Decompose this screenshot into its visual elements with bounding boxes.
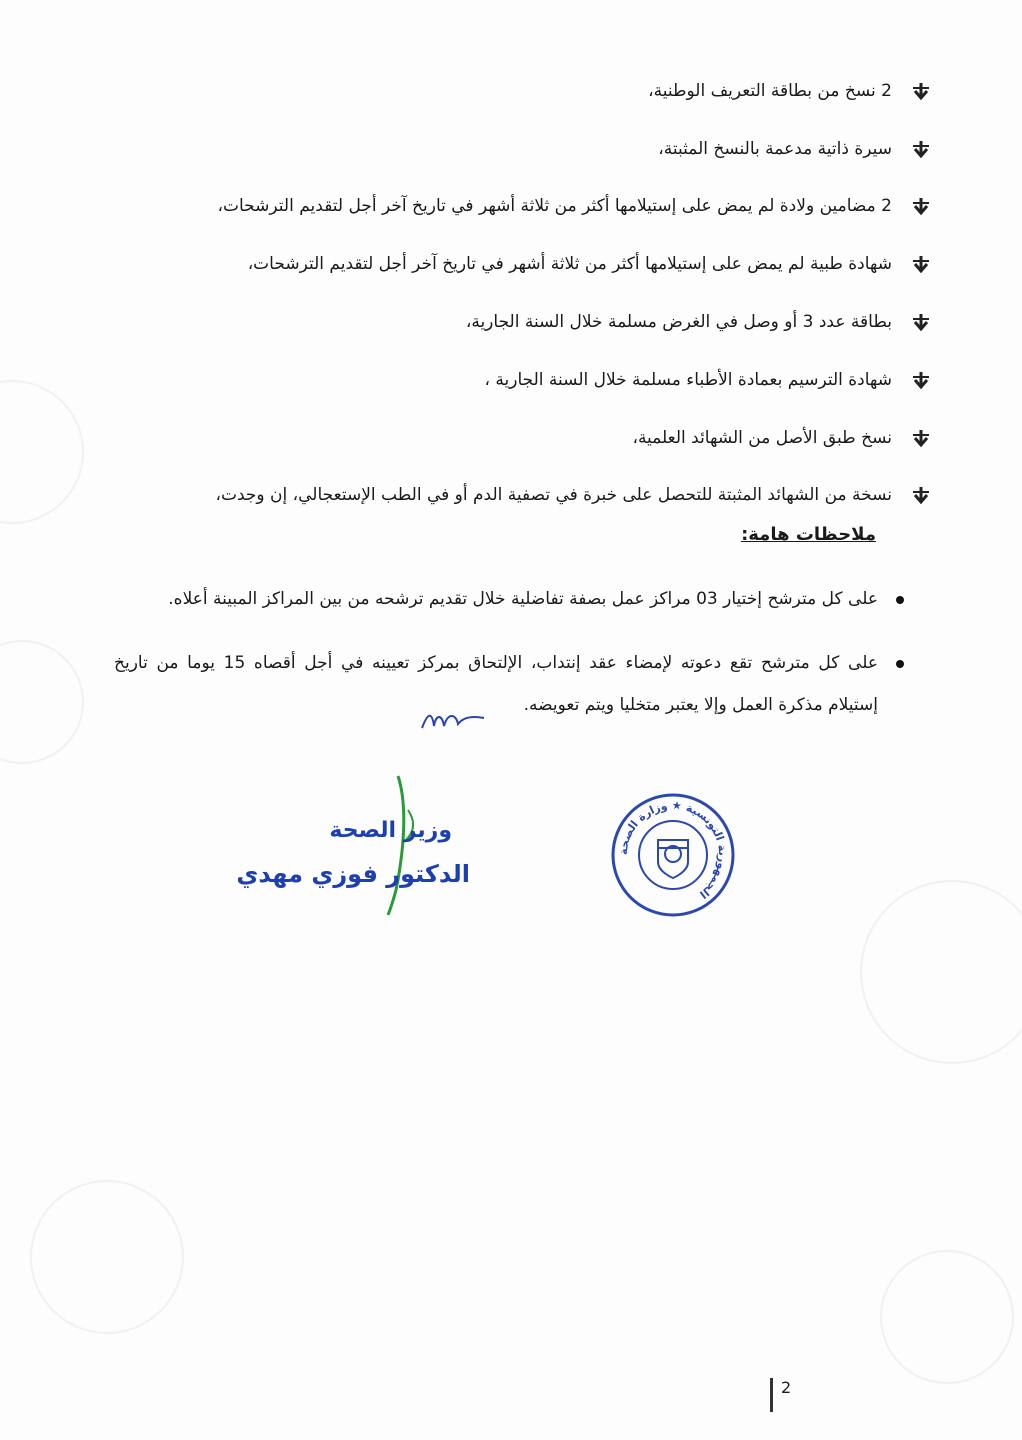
signature-stroke xyxy=(220,770,470,920)
list-item-text: 2 مضامين ولادة لم يمض على إستيلامها أكثر من ثلاثة أشهر في تاريخ آخر أجل لتقديم الترشحات، xyxy=(217,196,892,217)
arrow-bullet-icon xyxy=(910,369,932,391)
watermark-ring xyxy=(880,1250,1014,1384)
arrow-bullet-icon xyxy=(910,311,932,333)
arrow-bullet-icon xyxy=(910,427,932,449)
handwritten-initials xyxy=(418,706,488,734)
note-item xyxy=(114,642,904,726)
arrow-bullet-icon xyxy=(910,195,932,217)
requirements-list xyxy=(132,62,932,524)
page-number: 2 xyxy=(770,1378,791,1412)
notes-heading: ملاحظات هامة: xyxy=(741,524,876,545)
arrow-bullet-icon xyxy=(910,138,932,160)
list-item-text: شهادة الترسيم بعمادة الأطباء مسلمة خلال السنة الجارية ، xyxy=(484,369,892,390)
note-text: على كل مترشح إختيار 03 مراكز عمل بصفة تفاضلية خلال تقديم ترشحه من بين المراكز المبينة أعلاه. xyxy=(168,589,878,609)
watermark-ring xyxy=(860,880,1022,1064)
list-item-text: بطاقة عدد 3 أو وصل في الغرض مسلمة خلال السنة الجارية، xyxy=(465,312,892,333)
note-text: على كل مترشح تقع دعوته لإمضاء عقد إنتداب، الإلتحاق بمركز تعيينه في أجل أقصاه 15 يوما من تاريخ إستيلام مذكرة العمل وإلا يعتبر متخليا ويتم تعويضه. xyxy=(114,653,878,715)
list-item-text: نسخة من الشهائد المثبتة للتحصل على خبرة في تصفية الدم أو في الطب الإستعجالي، إن وجدت، xyxy=(215,485,892,506)
notes-list xyxy=(114,578,904,748)
list-item-text: 2 نسخ من بطاقة التعريف الوطنية، xyxy=(648,80,892,101)
list-item xyxy=(132,409,932,467)
list-item xyxy=(132,62,932,120)
list-item xyxy=(132,351,932,409)
list-item xyxy=(132,293,932,351)
list-item-text: سيرة ذاتية مدعمة بالنسخ المثبتة، xyxy=(658,138,892,159)
note-item xyxy=(114,578,904,620)
dot-bullet-icon xyxy=(896,596,904,604)
dot-bullet-icon xyxy=(896,660,904,668)
signature-title: وزير الصحة xyxy=(329,818,452,843)
arrow-bullet-icon xyxy=(910,253,932,275)
list-item-text: شهادة طبية لم يمض على إستيلامها أكثر من ثلاثة أشهر في تاريخ آخر أجل لتقديم الترشحات، xyxy=(247,254,892,275)
list-item xyxy=(132,467,932,525)
signature-block xyxy=(220,770,470,920)
list-item xyxy=(132,178,932,236)
signature-name: الدكتور فوزي مهدي xyxy=(236,860,470,888)
official-seal xyxy=(610,792,736,918)
svg-text:الجمهورية التونسية ★ وزارة الص xyxy=(617,799,729,901)
arrow-bullet-icon xyxy=(910,80,932,102)
list-item-text: نسخ طبق الأصل من الشهائد العلمية، xyxy=(632,427,892,448)
list-item xyxy=(132,235,932,293)
seal-text: الجمهورية التونسية ★ وزارة الصحة xyxy=(616,798,730,902)
list-item xyxy=(132,120,932,178)
watermark-ring xyxy=(30,1180,184,1334)
watermark-ring xyxy=(0,640,84,764)
arrow-bullet-icon xyxy=(910,484,932,506)
watermark-ring xyxy=(0,380,84,524)
